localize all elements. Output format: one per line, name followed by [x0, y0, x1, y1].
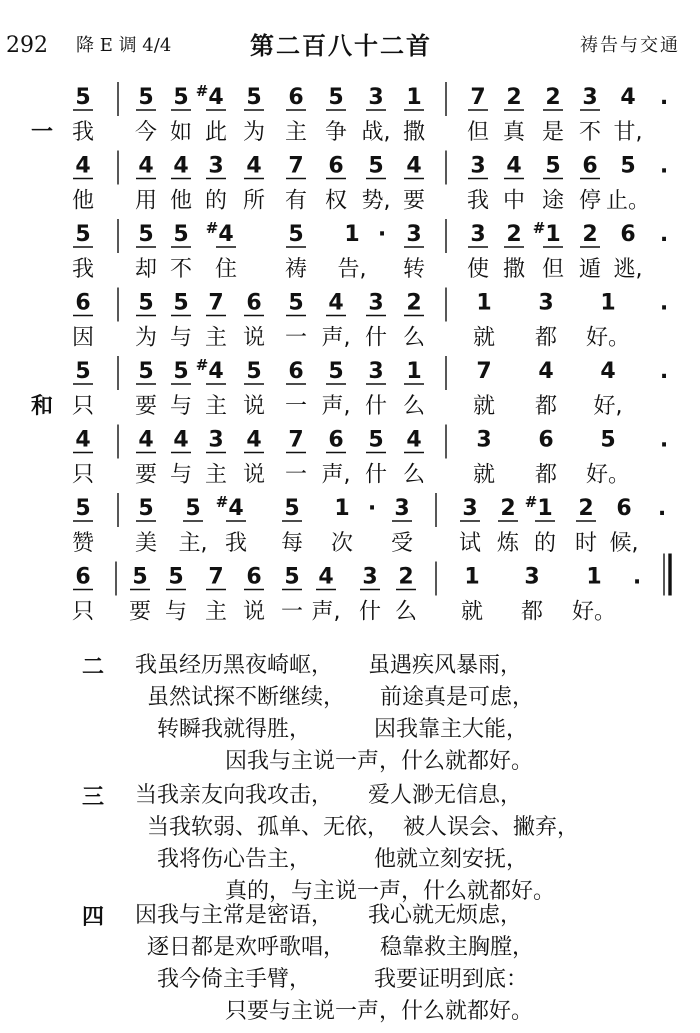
lyric: 停 — [578, 188, 602, 214]
verse-lyrics — [135, 900, 695, 1028]
verse-line: 只要与主说一声，什么就都好。 — [225, 999, 534, 1024]
note: 6 — [538, 427, 554, 453]
note: . — [659, 427, 669, 453]
lyric: 告, — [337, 257, 367, 282]
note: 2 — [500, 496, 516, 521]
note: 6 — [328, 153, 344, 179]
lyric: 什 — [358, 599, 382, 625]
note: 3 — [538, 290, 554, 316]
note: 5 — [173, 85, 189, 110]
lyric: 只 — [71, 599, 95, 625]
note: 2 — [398, 564, 414, 590]
lyric: 美 — [134, 531, 158, 556]
lyric: 主 — [204, 462, 228, 488]
sharp-sign: # — [532, 219, 546, 237]
note: 4 — [318, 564, 334, 590]
lyric: 是 — [541, 120, 565, 145]
lyric: 声, — [311, 599, 341, 625]
note: 5 — [75, 359, 91, 384]
note: 6 — [582, 153, 598, 179]
note: 4 — [538, 359, 554, 384]
lyric: 有 — [284, 188, 308, 214]
note: 5 — [328, 359, 344, 384]
lyric: 但 — [466, 120, 490, 145]
lyric: 只 — [71, 394, 95, 419]
sharp-sign: # — [195, 356, 209, 374]
hymn-title: 第二百八十二首 — [250, 31, 432, 60]
lyric: 好。 — [585, 325, 631, 351]
note: 4 — [406, 153, 422, 179]
note: 5 — [132, 564, 148, 590]
note: 2 — [406, 290, 422, 316]
note: 6 — [75, 564, 91, 590]
sharp-sign: # — [205, 219, 219, 237]
note: 4 — [173, 427, 189, 453]
note: · — [377, 222, 387, 247]
lyric: 一 — [284, 325, 308, 351]
note: 3 — [462, 496, 478, 521]
verse-number: 三 — [82, 784, 105, 810]
note: 6 — [620, 222, 636, 247]
note: 5 — [288, 222, 304, 247]
note: 7 — [288, 427, 304, 453]
lyric: 要 — [134, 462, 158, 488]
note: 4 — [228, 496, 244, 521]
note: 5 — [246, 85, 262, 110]
note: 1 — [406, 359, 422, 384]
note: 2 — [506, 222, 522, 247]
note: 6 — [246, 290, 262, 316]
lyric: 我 — [71, 257, 95, 282]
note: 3 — [582, 85, 598, 110]
note: 5 — [620, 153, 636, 179]
lyric: 好。 — [571, 599, 617, 625]
note: 6 — [288, 359, 304, 384]
lyric: 么 — [402, 325, 426, 351]
lyric: 祷 — [284, 257, 308, 282]
lyric: 次 — [330, 531, 354, 556]
lyric: 争 — [324, 120, 348, 145]
note: 5 — [328, 85, 344, 110]
note: 5 — [138, 222, 154, 247]
note: 2 — [545, 85, 561, 110]
lyric: 都 — [520, 599, 544, 625]
verse-one-marker: 一 — [30, 120, 54, 145]
lyric: 此 — [204, 120, 228, 145]
lyric: 遁 — [578, 257, 602, 282]
lyric: 要 — [134, 394, 158, 419]
lyric: 主 — [204, 599, 228, 625]
lyric: 么 — [402, 394, 426, 419]
lyric: 说 — [242, 325, 266, 351]
lyric: 说 — [242, 599, 266, 625]
lyric: 什 — [364, 325, 388, 351]
note: 4 — [328, 290, 344, 316]
lyric: 不 — [169, 257, 193, 282]
lyric: 就 — [460, 599, 484, 625]
lyric: 的 — [204, 188, 228, 214]
note: · — [367, 496, 377, 521]
lyric: 我 — [466, 188, 490, 214]
verse-line: 当我软弱、孤单、无依， 被人误会、撇弃， — [147, 815, 579, 840]
lyric: 途 — [541, 188, 565, 214]
lyric: 炼 — [496, 531, 520, 556]
note: 5 — [246, 359, 262, 384]
verse-line: 因我与主常是密语， 我心就无烦虑， — [135, 903, 522, 928]
sharp-sign: # — [195, 82, 209, 100]
note: 6 — [246, 564, 262, 590]
lyric: 主 — [204, 325, 228, 351]
note: 5 — [545, 153, 561, 179]
note: 5 — [173, 290, 189, 316]
note: 7 — [208, 290, 224, 316]
note: 3 — [208, 153, 224, 179]
note: 3 — [406, 222, 422, 247]
note: 1 — [344, 222, 360, 247]
note: 3 — [368, 85, 384, 110]
lyric: 却 — [134, 257, 158, 282]
note: . — [657, 496, 667, 521]
lyric: 都 — [534, 325, 558, 351]
lyric: 么 — [402, 462, 426, 488]
note: 4 — [75, 427, 91, 453]
verse-number: 二 — [82, 654, 105, 680]
lyric: 用 — [134, 188, 158, 214]
note: 5 — [138, 496, 154, 521]
note: 5 — [185, 496, 201, 521]
lyric: 今 — [134, 120, 158, 145]
note: 6 — [328, 427, 344, 453]
lyric: 就 — [472, 394, 496, 419]
note: 6 — [616, 496, 632, 521]
lyric: 的 — [533, 531, 557, 556]
lyric: 为 — [134, 325, 158, 351]
lyric: 势, — [361, 188, 391, 214]
note: 4 — [246, 427, 262, 453]
note: 1 — [537, 496, 553, 521]
lyric: 试 — [458, 531, 482, 556]
lyric: 与 — [169, 462, 193, 488]
lyric: 为 — [242, 120, 266, 145]
lyric: 一 — [284, 462, 308, 488]
note: 5 — [288, 290, 304, 316]
note: . — [659, 153, 669, 179]
note: 1 — [600, 290, 616, 316]
note: 5 — [75, 85, 91, 110]
lyric: 但 — [541, 257, 565, 282]
note: 3 — [470, 222, 486, 247]
note: 4 — [620, 85, 636, 110]
sharp-sign: # — [524, 493, 538, 511]
lyric: 主, — [178, 531, 208, 556]
note: . — [659, 359, 669, 384]
lyric: 与 — [169, 394, 193, 419]
lyric: 只 — [71, 462, 95, 488]
lyric: 他 — [169, 188, 193, 214]
lyric: 因 — [71, 325, 95, 351]
lyric: 逃, — [613, 257, 643, 282]
lyric: 不 — [578, 120, 602, 145]
lyric: 候, — [609, 531, 639, 556]
note: 4 — [506, 153, 522, 179]
note: 1 — [334, 496, 350, 521]
hymn-number: 292 — [6, 33, 48, 58]
lyric: 受 — [390, 531, 414, 556]
lyric: 都 — [534, 462, 558, 488]
lyric: 一 — [284, 394, 308, 419]
lyric: 如 — [169, 120, 193, 145]
lyric: 每 — [280, 531, 304, 556]
lyric: 甘, — [613, 120, 643, 145]
note: 2 — [578, 496, 594, 521]
lyric: 转 — [402, 257, 426, 282]
note: 5 — [368, 153, 384, 179]
note: 7 — [470, 85, 486, 110]
lyric: 好。 — [585, 462, 631, 488]
verse-line: 转瞬我就得胜， 因我靠主大能， — [157, 717, 528, 742]
verse-line: 当我亲友向我攻击， 爱人渺无信息， — [135, 783, 522, 808]
lyric: 撒 — [502, 257, 526, 282]
lyric: 声, — [321, 394, 351, 419]
note: 7 — [288, 153, 304, 179]
note: 4 — [246, 153, 262, 179]
lyric: 真 — [502, 120, 526, 145]
lyric: 我 — [224, 531, 248, 556]
note: 3 — [470, 153, 486, 179]
note: . — [659, 290, 669, 316]
note: . — [659, 85, 669, 110]
verse-line: 我今倚主手臂， 我要证明到底： — [157, 967, 528, 992]
lyric: 么 — [394, 599, 418, 625]
lyric: 什 — [364, 394, 388, 419]
lyric: 说 — [242, 462, 266, 488]
verse-line: 逐日都是欢呼歌唱， 稳靠救主胸膛， — [147, 935, 534, 960]
note: . — [632, 564, 642, 590]
note: 3 — [476, 427, 492, 453]
verse-number: 四 — [82, 904, 105, 930]
lyric: 时 — [574, 531, 598, 556]
lyric: 赞 — [71, 531, 95, 556]
note: 5 — [368, 427, 384, 453]
note: 5 — [138, 85, 154, 110]
lyric: 所 — [242, 188, 266, 214]
note: 4 — [173, 153, 189, 179]
note: 5 — [75, 496, 91, 521]
lyric: 声, — [321, 462, 351, 488]
note: 5 — [138, 359, 154, 384]
lyric: 主 — [204, 394, 228, 419]
note: 4 — [208, 359, 224, 384]
note: 5 — [600, 427, 616, 453]
lyric: 要 — [402, 188, 426, 214]
lyric: 与 — [169, 325, 193, 351]
note: 6 — [75, 290, 91, 316]
note: 5 — [284, 496, 300, 521]
note: 2 — [506, 85, 522, 110]
note: 4 — [75, 153, 91, 179]
note: 3 — [394, 496, 410, 521]
lyric: 就 — [472, 325, 496, 351]
verse-line: 我虽经历黑夜崎岖， 虽遇疾风暴雨， — [135, 653, 522, 678]
lyric: 要 — [128, 599, 152, 625]
lyric: 权 — [324, 188, 348, 214]
note: 7 — [208, 564, 224, 590]
hymn-category: 祷告与交通 — [580, 35, 680, 56]
note: . — [659, 222, 669, 247]
note: 1 — [464, 564, 480, 590]
sharp-sign: # — [215, 493, 229, 511]
note: 5 — [173, 222, 189, 247]
lyric: 什 — [364, 462, 388, 488]
lyric: 一 — [280, 599, 304, 625]
note: 1 — [545, 222, 561, 247]
note: 1 — [586, 564, 602, 590]
lyric: 我 — [71, 120, 95, 145]
note: 6 — [288, 85, 304, 110]
verse-line: 我将伤心告主， 他就立刻安抚， — [157, 847, 528, 872]
note: 4 — [138, 427, 154, 453]
lyric: 中 — [502, 188, 526, 214]
lyric: 他 — [71, 188, 95, 214]
refrain-marker: 和 — [30, 394, 54, 419]
lyric: 说 — [242, 394, 266, 419]
note: 4 — [138, 153, 154, 179]
note: 4 — [208, 85, 224, 110]
lyric: 就 — [472, 462, 496, 488]
lyric: 止。 — [605, 188, 651, 214]
note: 1 — [406, 85, 422, 110]
lyric: 撒 — [402, 120, 426, 145]
verse-line: 真的，与主说一声，什么就都好。 — [225, 879, 556, 904]
note: 3 — [524, 564, 540, 590]
note: 5 — [168, 564, 184, 590]
note: 2 — [582, 222, 598, 247]
note: 3 — [362, 564, 378, 590]
verse-line: 因我与主说一声，什么就都好。 — [225, 749, 534, 774]
note: 5 — [75, 222, 91, 247]
lyric: 声, — [321, 325, 351, 351]
lyric: 与 — [164, 599, 188, 625]
note: 4 — [600, 359, 616, 384]
note: 4 — [218, 222, 234, 247]
lyric: 住 — [214, 257, 238, 282]
note: 3 — [208, 427, 224, 453]
lyric: 战, — [361, 120, 391, 145]
verse-line: 虽然试探不断继续， 前途真是可虑， — [147, 685, 534, 710]
note: 7 — [476, 359, 492, 384]
note: 1 — [476, 290, 492, 316]
note: 5 — [173, 359, 189, 384]
note: 5 — [138, 290, 154, 316]
lyric: 使 — [466, 257, 490, 282]
key-signature: 降 E 调 4/4 — [76, 35, 172, 56]
note: 4 — [406, 427, 422, 453]
note: 3 — [368, 359, 384, 384]
lyric: 好, — [593, 394, 623, 419]
lyric: 主 — [284, 120, 308, 145]
note: 5 — [284, 564, 300, 590]
verse-lyrics — [135, 780, 695, 908]
verse-lyrics — [135, 650, 695, 778]
lyric: 都 — [534, 394, 558, 419]
note: 3 — [368, 290, 384, 316]
